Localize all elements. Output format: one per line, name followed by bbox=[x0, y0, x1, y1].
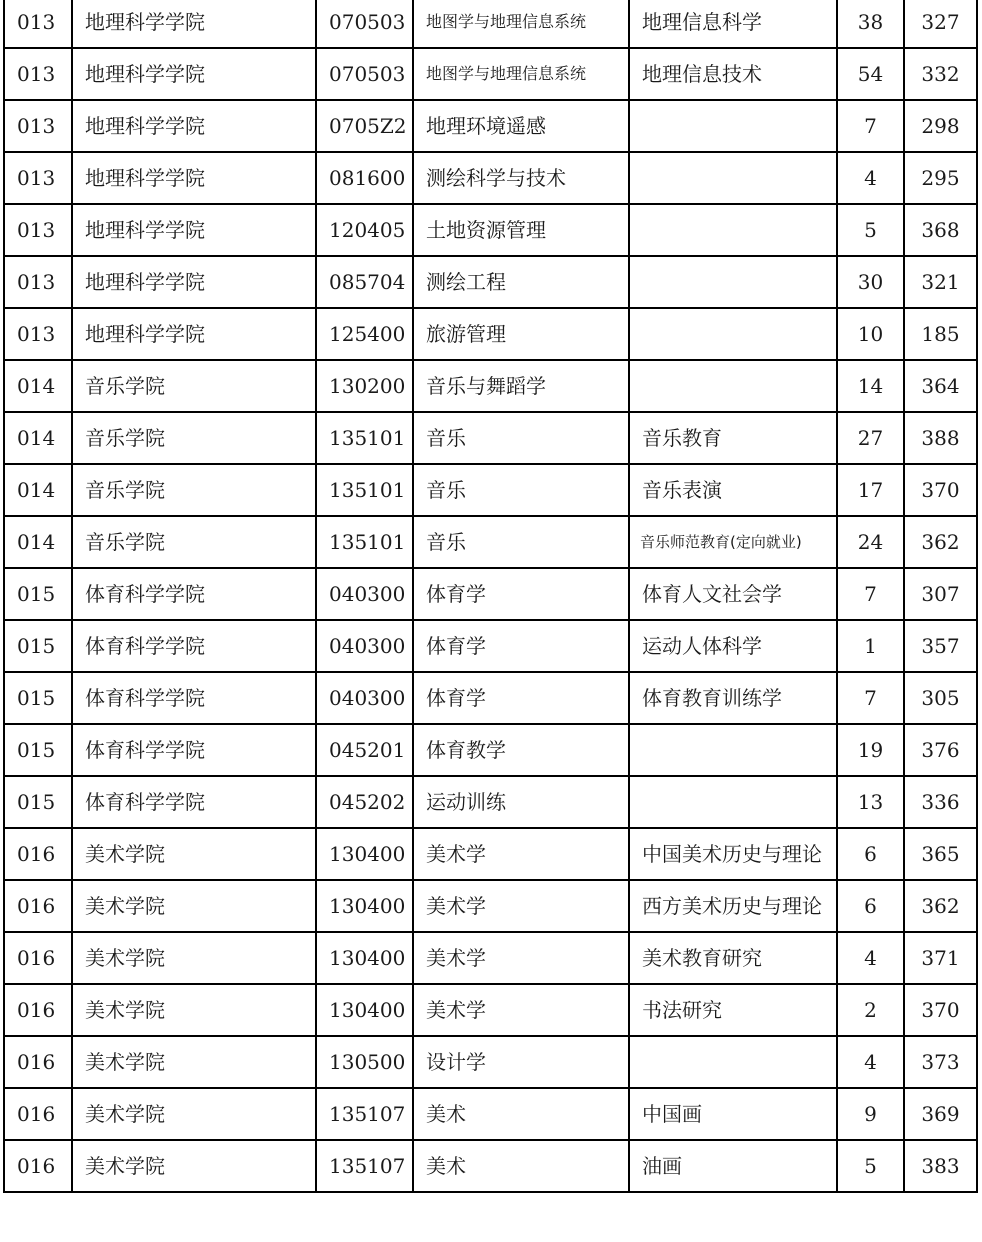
table-row bbox=[4, 620, 977, 672]
dept-code-cell: 013 bbox=[4, 0, 72, 48]
count-cell: 13 bbox=[837, 776, 904, 828]
count-cell: 6 bbox=[837, 880, 904, 932]
dept-name-cell: 音乐学院 bbox=[72, 516, 316, 568]
dept-code-cell: 016 bbox=[4, 1036, 72, 1088]
direction-cell bbox=[629, 204, 837, 256]
table-row bbox=[4, 152, 977, 204]
dept-name-cell: 体育科学学院 bbox=[72, 672, 316, 724]
major-code-cell: 045202 bbox=[316, 776, 413, 828]
major-name-cell: 音乐 bbox=[413, 464, 629, 516]
count-cell: 38 bbox=[837, 0, 904, 48]
count-cell: 6 bbox=[837, 828, 904, 880]
dept-code-cell: 016 bbox=[4, 1140, 72, 1192]
score-cell: 362 bbox=[904, 516, 977, 568]
count-cell: 7 bbox=[837, 100, 904, 152]
score-cell: 371 bbox=[904, 932, 977, 984]
dept-code-cell: 013 bbox=[4, 256, 72, 308]
score-cell: 376 bbox=[904, 724, 977, 776]
direction-cell: 体育人文社会学 bbox=[629, 568, 837, 620]
direction-cell: 书法研究 bbox=[629, 984, 837, 1036]
table-row bbox=[4, 100, 977, 152]
dept-code-cell: 013 bbox=[4, 48, 72, 100]
score-cell: 370 bbox=[904, 984, 977, 1036]
table-row bbox=[4, 1088, 977, 1140]
score-cell: 370 bbox=[904, 464, 977, 516]
major-name-cell: 体育学 bbox=[413, 672, 629, 724]
major-name-cell: 体育学 bbox=[413, 568, 629, 620]
direction-cell bbox=[629, 308, 837, 360]
count-cell: 5 bbox=[837, 1140, 904, 1192]
major-code-cell: 130400 bbox=[316, 932, 413, 984]
major-name-cell: 地理环境遥感 bbox=[413, 100, 629, 152]
table-row bbox=[4, 1140, 977, 1192]
dept-code-cell: 013 bbox=[4, 308, 72, 360]
major-name-cell: 测绘工程 bbox=[413, 256, 629, 308]
major-code-cell: 070503 bbox=[316, 0, 413, 48]
direction-cell bbox=[629, 100, 837, 152]
major-name-cell: 美术学 bbox=[413, 984, 629, 1036]
score-cell: 388 bbox=[904, 412, 977, 464]
count-cell: 2 bbox=[837, 984, 904, 1036]
dept-code-cell: 016 bbox=[4, 880, 72, 932]
dept-name-cell: 地理科学学院 bbox=[72, 256, 316, 308]
direction-cell: 地理信息技术 bbox=[629, 48, 837, 100]
table-row bbox=[4, 828, 977, 880]
major-code-cell: 040300 bbox=[316, 568, 413, 620]
score-cell: 327 bbox=[904, 0, 977, 48]
direction-cell: 音乐表演 bbox=[629, 464, 837, 516]
direction-cell: 运动人体科学 bbox=[629, 620, 837, 672]
count-cell: 30 bbox=[837, 256, 904, 308]
major-code-cell: 135101 bbox=[316, 516, 413, 568]
dept-code-cell: 015 bbox=[4, 568, 72, 620]
dept-name-cell: 体育科学学院 bbox=[72, 620, 316, 672]
count-cell: 10 bbox=[837, 308, 904, 360]
count-cell: 9 bbox=[837, 1088, 904, 1140]
dept-code-cell: 015 bbox=[4, 724, 72, 776]
table-row bbox=[4, 932, 977, 984]
major-name-cell: 音乐与舞蹈学 bbox=[413, 360, 629, 412]
dept-name-cell: 音乐学院 bbox=[72, 360, 316, 412]
direction-cell bbox=[629, 724, 837, 776]
table-row bbox=[4, 204, 977, 256]
major-code-cell: 045201 bbox=[316, 724, 413, 776]
dept-name-cell: 地理科学学院 bbox=[72, 48, 316, 100]
major-code-cell: 130500 bbox=[316, 1036, 413, 1088]
major-code-cell: 135101 bbox=[316, 464, 413, 516]
direction-cell: 美术教育研究 bbox=[629, 932, 837, 984]
table-row bbox=[4, 256, 977, 308]
dept-code-cell: 013 bbox=[4, 204, 72, 256]
score-cell: 336 bbox=[904, 776, 977, 828]
dept-code-cell: 013 bbox=[4, 152, 72, 204]
major-name-cell: 测绘科学与技术 bbox=[413, 152, 629, 204]
count-cell: 4 bbox=[837, 932, 904, 984]
table-row bbox=[4, 1036, 977, 1088]
dept-name-cell: 体育科学学院 bbox=[72, 724, 316, 776]
score-cell: 369 bbox=[904, 1088, 977, 1140]
table-row bbox=[4, 0, 977, 48]
dept-code-cell: 015 bbox=[4, 620, 72, 672]
major-name-cell: 美术学 bbox=[413, 932, 629, 984]
direction-cell bbox=[629, 256, 837, 308]
major-code-cell: 040300 bbox=[316, 620, 413, 672]
score-cell: 368 bbox=[904, 204, 977, 256]
major-name-cell: 音乐 bbox=[413, 516, 629, 568]
count-cell: 14 bbox=[837, 360, 904, 412]
dept-name-cell: 地理科学学院 bbox=[72, 204, 316, 256]
score-cell: 364 bbox=[904, 360, 977, 412]
major-code-cell: 130400 bbox=[316, 984, 413, 1036]
direction-cell bbox=[629, 1036, 837, 1088]
direction-cell bbox=[629, 360, 837, 412]
score-cell: 321 bbox=[904, 256, 977, 308]
count-cell: 4 bbox=[837, 152, 904, 204]
dept-name-cell: 音乐学院 bbox=[72, 464, 316, 516]
dept-code-cell: 014 bbox=[4, 412, 72, 464]
dept-code-cell: 015 bbox=[4, 672, 72, 724]
dept-name-cell: 美术学院 bbox=[72, 828, 316, 880]
dept-name-cell: 体育科学学院 bbox=[72, 568, 316, 620]
score-cell: 298 bbox=[904, 100, 977, 152]
count-cell: 7 bbox=[837, 672, 904, 724]
table-row bbox=[4, 360, 977, 412]
table-row bbox=[4, 568, 977, 620]
direction-cell: 体育教育训练学 bbox=[629, 672, 837, 724]
major-name-cell: 音乐 bbox=[413, 412, 629, 464]
table-row bbox=[4, 880, 977, 932]
table-row bbox=[4, 516, 977, 568]
score-cell: 295 bbox=[904, 152, 977, 204]
table-body bbox=[4, 0, 977, 1192]
major-code-cell: 135107 bbox=[316, 1140, 413, 1192]
count-cell: 24 bbox=[837, 516, 904, 568]
major-name-cell: 美术 bbox=[413, 1088, 629, 1140]
major-code-cell: 135101 bbox=[316, 412, 413, 464]
count-cell: 1 bbox=[837, 620, 904, 672]
score-cell: 383 bbox=[904, 1140, 977, 1192]
dept-name-cell: 美术学院 bbox=[72, 1088, 316, 1140]
count-cell: 17 bbox=[837, 464, 904, 516]
admission-score-table bbox=[3, 0, 978, 1193]
dept-name-cell: 美术学院 bbox=[72, 984, 316, 1036]
table-row bbox=[4, 776, 977, 828]
major-name-cell: 美术 bbox=[413, 1140, 629, 1192]
dept-code-cell: 014 bbox=[4, 516, 72, 568]
direction-cell bbox=[629, 152, 837, 204]
table-row bbox=[4, 984, 977, 1036]
major-code-cell: 0705Z2 bbox=[316, 100, 413, 152]
major-code-cell: 130400 bbox=[316, 828, 413, 880]
dept-name-cell: 体育科学学院 bbox=[72, 776, 316, 828]
dept-name-cell: 美术学院 bbox=[72, 880, 316, 932]
major-name-cell: 地图学与地理信息系统 bbox=[413, 0, 629, 48]
count-cell: 7 bbox=[837, 568, 904, 620]
major-code-cell: 135107 bbox=[316, 1088, 413, 1140]
dept-name-cell: 地理科学学院 bbox=[72, 152, 316, 204]
direction-cell: 音乐教育 bbox=[629, 412, 837, 464]
direction-cell: 中国画 bbox=[629, 1088, 837, 1140]
dept-code-cell: 014 bbox=[4, 464, 72, 516]
major-code-cell: 130200 bbox=[316, 360, 413, 412]
dept-name-cell: 地理科学学院 bbox=[72, 0, 316, 48]
major-name-cell: 设计学 bbox=[413, 1036, 629, 1088]
dept-name-cell: 地理科学学院 bbox=[72, 100, 316, 152]
direction-cell bbox=[629, 776, 837, 828]
major-name-cell: 美术学 bbox=[413, 880, 629, 932]
major-name-cell: 旅游管理 bbox=[413, 308, 629, 360]
score-cell: 357 bbox=[904, 620, 977, 672]
table-row bbox=[4, 464, 977, 516]
major-code-cell: 070503 bbox=[316, 48, 413, 100]
major-code-cell: 130400 bbox=[316, 880, 413, 932]
dept-name-cell: 美术学院 bbox=[72, 932, 316, 984]
direction-cell: 音乐师范教育(定向就业) bbox=[629, 516, 837, 568]
score-cell: 307 bbox=[904, 568, 977, 620]
dept-code-cell: 016 bbox=[4, 932, 72, 984]
major-name-cell: 美术学 bbox=[413, 828, 629, 880]
direction-cell: 中国美术历史与理论 bbox=[629, 828, 837, 880]
count-cell: 4 bbox=[837, 1036, 904, 1088]
major-name-cell: 体育学 bbox=[413, 620, 629, 672]
table-row bbox=[4, 724, 977, 776]
score-cell: 365 bbox=[904, 828, 977, 880]
dept-code-cell: 016 bbox=[4, 1088, 72, 1140]
major-name-cell: 地图学与地理信息系统 bbox=[413, 48, 629, 100]
direction-cell: 地理信息科学 bbox=[629, 0, 837, 48]
dept-code-cell: 016 bbox=[4, 984, 72, 1036]
major-name-cell: 体育教学 bbox=[413, 724, 629, 776]
count-cell: 54 bbox=[837, 48, 904, 100]
major-name-cell: 土地资源管理 bbox=[413, 204, 629, 256]
score-cell: 373 bbox=[904, 1036, 977, 1088]
table-row bbox=[4, 308, 977, 360]
major-code-cell: 120405 bbox=[316, 204, 413, 256]
major-code-cell: 040300 bbox=[316, 672, 413, 724]
major-name-cell: 运动训练 bbox=[413, 776, 629, 828]
table-row bbox=[4, 48, 977, 100]
score-cell: 362 bbox=[904, 880, 977, 932]
dept-name-cell: 音乐学院 bbox=[72, 412, 316, 464]
direction-cell: 西方美术历史与理论 bbox=[629, 880, 837, 932]
table-row bbox=[4, 672, 977, 724]
count-cell: 27 bbox=[837, 412, 904, 464]
score-cell: 305 bbox=[904, 672, 977, 724]
dept-code-cell: 015 bbox=[4, 776, 72, 828]
major-code-cell: 081600 bbox=[316, 152, 413, 204]
dept-code-cell: 014 bbox=[4, 360, 72, 412]
score-cell: 332 bbox=[904, 48, 977, 100]
table-row bbox=[4, 412, 977, 464]
score-cell: 185 bbox=[904, 308, 977, 360]
dept-code-cell: 013 bbox=[4, 100, 72, 152]
major-code-cell: 085704 bbox=[316, 256, 413, 308]
dept-code-cell: 016 bbox=[4, 828, 72, 880]
count-cell: 5 bbox=[837, 204, 904, 256]
dept-name-cell: 美术学院 bbox=[72, 1140, 316, 1192]
count-cell: 19 bbox=[837, 724, 904, 776]
dept-name-cell: 美术学院 bbox=[72, 1036, 316, 1088]
dept-name-cell: 地理科学学院 bbox=[72, 308, 316, 360]
major-code-cell: 125400 bbox=[316, 308, 413, 360]
direction-cell: 油画 bbox=[629, 1140, 837, 1192]
